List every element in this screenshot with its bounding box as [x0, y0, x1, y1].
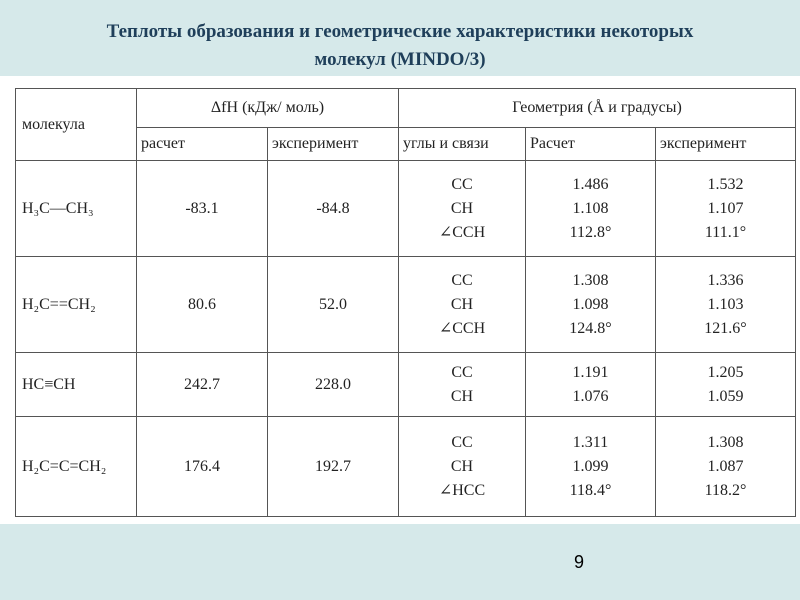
exp-enthalpy-cell: 192.7	[268, 417, 399, 517]
geo-calc-value: 124.8°	[569, 319, 612, 337]
params-value: CH	[450, 387, 474, 405]
header-geo-exp: эксперимент	[656, 128, 796, 161]
slide-title-line-2: молекул (MINDO/3)	[314, 49, 486, 70]
page-number: 9	[574, 552, 585, 572]
params-value: CH	[450, 295, 474, 313]
geo-calc-value: 1.098	[572, 295, 609, 313]
geo-calc-value: 1.108	[572, 199, 609, 217]
table-row	[16, 161, 796, 257]
geo-calc-value: 1.191	[572, 363, 609, 381]
params-value: CC	[451, 271, 473, 289]
geo-calc-value: 1.311	[572, 433, 609, 451]
geo-exp-value: 118.2°	[704, 481, 747, 499]
geo-exp-value: 121.6°	[704, 319, 747, 337]
geo-calc-cell	[526, 161, 656, 257]
geo-calc-value: 1.308	[572, 271, 609, 289]
molecule-cell: H₃C—CH₃	[16, 161, 137, 257]
geo-exp-cell	[656, 257, 796, 353]
params-value: CC	[451, 175, 473, 193]
geo-calc-value: 1.486	[572, 175, 609, 193]
geo-exp-value: 1.087	[707, 457, 744, 475]
table-row	[16, 257, 796, 353]
data-table	[15, 88, 796, 517]
geo-exp-cell	[656, 417, 796, 517]
header-geo-calc: Расчет	[526, 128, 656, 161]
geo-exp-value: 1.205	[707, 363, 744, 381]
slide-title-line-1: Теплоты образования и геометрические характеристики некоторых	[106, 21, 694, 42]
geo-exp-value: 1.059	[707, 387, 744, 405]
geo-exp-value: 1.107	[707, 199, 744, 217]
params-value: ∠CCH	[438, 319, 486, 337]
geo-exp-cell	[656, 353, 796, 417]
params-cell	[399, 257, 526, 353]
geo-exp-cell	[656, 161, 796, 257]
header-calc: расчет	[137, 128, 268, 161]
geo-calc-value: 1.076	[572, 387, 609, 405]
table-row	[16, 417, 796, 517]
table-body	[16, 161, 796, 517]
params-value: CC	[451, 363, 473, 381]
geo-calc-cell	[526, 353, 656, 417]
geo-exp-value: 1.103	[707, 295, 744, 313]
table-row	[16, 353, 796, 417]
params-value: CH	[450, 199, 474, 217]
params-value: CC	[451, 433, 473, 451]
geo-exp-value: 1.336	[707, 271, 744, 289]
geo-exp-value: 111.1°	[704, 223, 747, 241]
calc-enthalpy-cell: 242.7	[137, 353, 268, 417]
geo-calc-cell	[526, 417, 656, 517]
molecule-cell: H₂C=C=CH₂	[16, 417, 137, 517]
params-value: ∠HCC	[438, 481, 486, 499]
header-row-1	[16, 89, 796, 128]
molecule-cell: HC≡CH	[16, 353, 137, 417]
params-cell	[399, 417, 526, 517]
calc-enthalpy-cell: 176.4	[137, 417, 268, 517]
geo-exp-value: 1.532	[707, 175, 744, 193]
calc-enthalpy-cell: 80.6	[137, 257, 268, 353]
header-geometry: Геометрия (Å и градусы)	[399, 89, 796, 128]
exp-enthalpy-cell: -84.8	[268, 161, 399, 257]
exp-enthalpy-cell: 228.0	[268, 353, 399, 417]
params-value: CH	[450, 457, 474, 475]
header-exp: эксперимент	[268, 128, 399, 161]
content-panel	[0, 76, 800, 524]
geo-calc-cell	[526, 257, 656, 353]
header-molecule: молекула	[16, 89, 137, 161]
geo-calc-value: 1.099	[572, 457, 609, 475]
header-params: углы и связи	[399, 128, 526, 161]
header-enthalpy: ΔfH (кДж/ моль)	[137, 89, 399, 128]
molecule-cell: H₂C==CH₂	[16, 257, 137, 353]
geo-exp-value: 1.308	[707, 433, 744, 451]
params-cell	[399, 161, 526, 257]
params-cell	[399, 353, 526, 417]
calc-enthalpy-cell: -83.1	[137, 161, 268, 257]
geo-calc-value: 118.4°	[569, 481, 612, 499]
slide-title	[0, 18, 800, 74]
exp-enthalpy-cell: 52.0	[268, 257, 399, 353]
params-value: ∠CCH	[438, 223, 486, 241]
geo-calc-value: 112.8°	[569, 223, 612, 241]
